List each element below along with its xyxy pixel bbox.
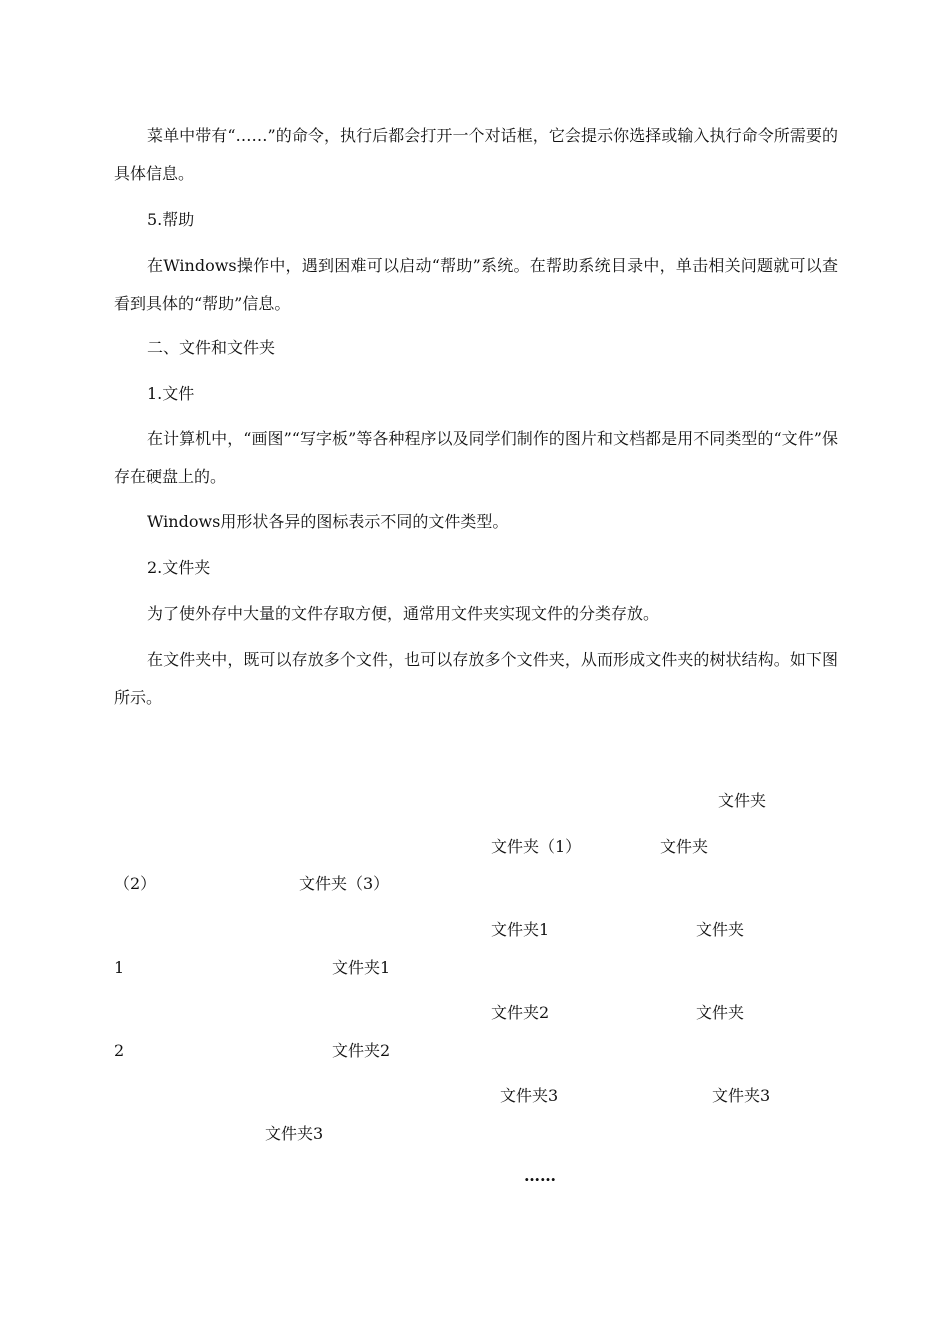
tree-sub-3b-label: 文件夹3 [712,1086,771,1105]
tree-folder-1-label: 文件夹（1） [491,837,582,856]
paragraph-folder-purpose: 为了使外存中大量的文件存取方便，通常用文件夹实现文件的分类存放。 [147,604,660,623]
paragraph-windows-icons: Windows用形状各异的图标表示不同的文件类型。 [147,512,509,531]
tree-sub-1c-label: 文件夹1 [332,958,391,977]
tree-root-label: 文件夹 [718,791,767,810]
tree-sub-3c-label: 文件夹3 [265,1124,324,1143]
tree-sub-1b-label-tail: 1 [114,958,125,977]
tree-sub-1b-label-head: 文件夹 [696,920,745,939]
tree-folder-2-label-head: 文件夹 [660,837,709,856]
tree-sub-2b-label-tail: 2 [114,1041,125,1060]
tree-folder-2-label-tail: （2） [114,874,157,893]
tree-ellipsis: …… [524,1166,556,1185]
tree-sub-2c-label: 文件夹2 [332,1041,391,1060]
heading-file: 1.文件 [147,384,195,403]
tree-sub-1a-label: 文件夹1 [491,920,550,939]
paragraph-file: 在计算机中，“画图”“写字板”等各种程序以及同学们制作的图片和文档都是用不同类型的“文件”保存在硬盘上的。 [114,429,838,486]
tree-sub-2a-label: 文件夹2 [491,1003,550,1022]
tree-sub-3a-label: 文件夹3 [500,1086,559,1105]
paragraph-folder-tree: 在文件夹中，既可以存放多个文件，也可以存放多个文件夹，从而形成文件夹的树状结构。如下图所示。 [114,650,838,707]
tree-folder-3-label: 文件夹（3） [299,874,390,893]
paragraph-menu-dialog: 菜单中带有“……”的命令，执行后都会打开一个对话框，它会提示你选择或输入执行命令所需要的具体信息。 [114,126,838,183]
tree-sub-2b-label-head: 文件夹 [696,1003,745,1022]
heading-folder: 2.文件夹 [147,558,211,577]
paragraph-help: 在Windows操作中，遇到困难可以启动“帮助”系统。在帮助系统目录中，单击相关问题就可以查看到具体的“帮助”信息。 [114,256,838,313]
heading-files-and-folders: 二、文件和文件夹 [147,338,276,357]
heading-help: 5.帮助 [147,210,195,229]
